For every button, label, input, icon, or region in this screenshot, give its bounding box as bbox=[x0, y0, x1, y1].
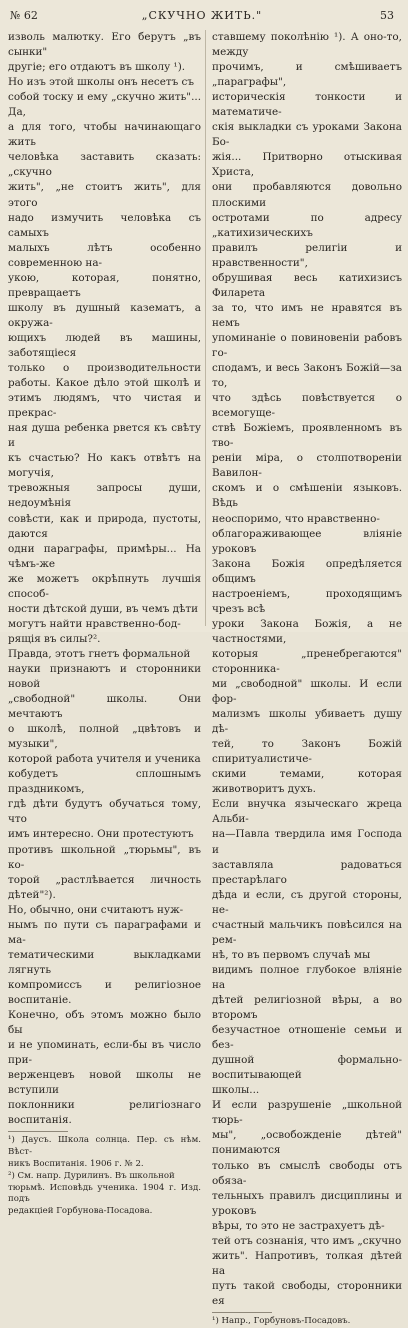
left-footnote-1: ¹) Даусъ. Школа солнца. Пер. съ нѣм. Вѣст- никъ Воспитанія. 1906 г. № 2. bbox=[8, 1135, 201, 1170]
footnote-divider bbox=[8, 1131, 68, 1132]
running-title: „СКУЧНО ЖИТЬ." bbox=[141, 9, 263, 22]
column-divider bbox=[205, 30, 206, 626]
left-column bbox=[8, 30, 201, 1217]
left-paragraph-3: Правда, этотъ гнетъ формальной науки признаютъ и сторонники новой „свободной" школы. Они мечтаютъ о школѣ, полной „цвѣтовъ и музыки", которой работа учителя и ученика кобудетъ сплошнымъ праздникомъ, гдѣ дѣти будутъ обучаться тому, что имъ интересно. Они протестуютъ противъ школьной „тюрьмы", въ ко- торой „растлѣвается личность дѣтей"²). Но, обычно, они считаютъ нуж- нымъ по пути съ параграфами и ма- тематическими выкладками лягнуть компромиссъ и религіозное воспитаніе. Конечно, объ этомъ можно было бы и не упоминать, если-бы въ число при- верженцевъ новой школы не вступили поклонники религіознаго воспитанія. bbox=[8, 647, 201, 1127]
right-column bbox=[212, 30, 402, 1326]
page-number: 53 bbox=[380, 9, 394, 22]
right-footnote-1: ¹) Напр., Горбуновъ-Посадовъ. bbox=[212, 1315, 351, 1326]
left-footnote-2: ²) См. напр. Дурилинъ. Въ школьной тюрьмѣ. Исповѣдь ученика. 1904 г. Изд. подъ редакціей Горбунова-Посадова. bbox=[8, 1170, 201, 1217]
footnote-divider bbox=[212, 1312, 272, 1313]
left-paragraph-1: изволь малютку. Его берутъ „въ сынки" другіе; его отдаютъ въ школу ¹). bbox=[8, 31, 201, 74]
left-paragraph-2: Но изъ этой школы онъ несетъ съ собой тоску и ему „скучно жить"... Да, а для того, чтобы начинающаго жить человѣка заставить сказать: „скучно жить", „не стоитъ жить", для этого надо измучить человѣка съ самыхъ малыхъ лѣтъ особенно современною на- укою, которая, понятно, превращаетъ школу въ душный казематъ, а окружа- ющихъ людей въ машины, заботящіеся только о производительности работы. Какое дѣло этой школѣ и этимъ людямъ, что чистая и прекрас- ная душа ребенка рвется къ свѣту и къ счастью? Но какъ отвѣтъ на могучія, тревожныя запросы души, недоумѣнія совѣсти, как и природа, пустоты, даются одни параграфы, примѣры... На чѣмъ-же же можетъ окрѣпнуть лучшія способ- ности дѣтской души, въ чемъ дѣти могутъ найти нравственно-бод- рящія въ силы?². bbox=[8, 76, 201, 645]
right-paragraph-1: ставшему поколѣнію ¹). А оно-то, между прочимъ, и смѣшиваетъ „параграфы", историческія тонкости и математиче- скія выкладки съ уроками Закона Бо- жія... Притворно отыскивая Христа, они пробавляются довольно плоскими остротами по адресу „катихизическихъ правилъ религіи и нравственности", обрушивая весь катихизисъ Филарета за то, что имъ не нравятся въ немъ упоминаніе о повиновеніи рабовъ го- сподамъ, и весь Законъ Божій—за то, что здѣсь повѣствуется о всемогуще- ствѣ Божіемъ, проявленномъ въ тво- реніи міра, о столпотвореніи Вавилон- скомъ и о смѣшеніи языковъ. Вѣдь неоспоримо, что нравственно- облагораживающее вліяніе уроковъ Закона Божія опредѣляется общимъ настроеніемъ, проходящимъ чрезъ всѣ уроки Закона Божія, а не частностями, которыя „пренебрегаются" сторонника- ми „свободной" школы. И если фор- мализмъ школы убиваетъ душу дѣ- тей, то Законъ Божій спиритуалистиче- скими темами, которая животворитъ духъ. Если внучка языческаго жреца Альби- на—Павла твердила имя Господа и заставляла радоваться престарѣлаго дѣда и если, съ другой стороны, не- счастный мальчикъ повѣсился на рем- нѣ, то въ первомъ случаѣ мы видимъ полное глубокое вліяніе на дѣтей религіозной вѣры, а во второмъ безучастное отношеніе семьи и без- душной формально-воспитывающей школы... bbox=[212, 31, 402, 1097]
right-paragraph-2: И если разрушеніе „школьной тюрь- мы", „освобожденіе дѣтей" понимаются только въ смыслѣ свободы отъ обяза- тельныхъ правилъ дисциплины и уроковъ вѣры, то это не застрахуетъ дѣ- тей отъ сознанія, что имъ „скучно жить". Напротивъ, толкая дѣтей на путь такой свободы, сторонники ея bbox=[212, 1099, 402, 1307]
issue-number: № 62 bbox=[10, 9, 38, 22]
page-header bbox=[10, 8, 394, 24]
